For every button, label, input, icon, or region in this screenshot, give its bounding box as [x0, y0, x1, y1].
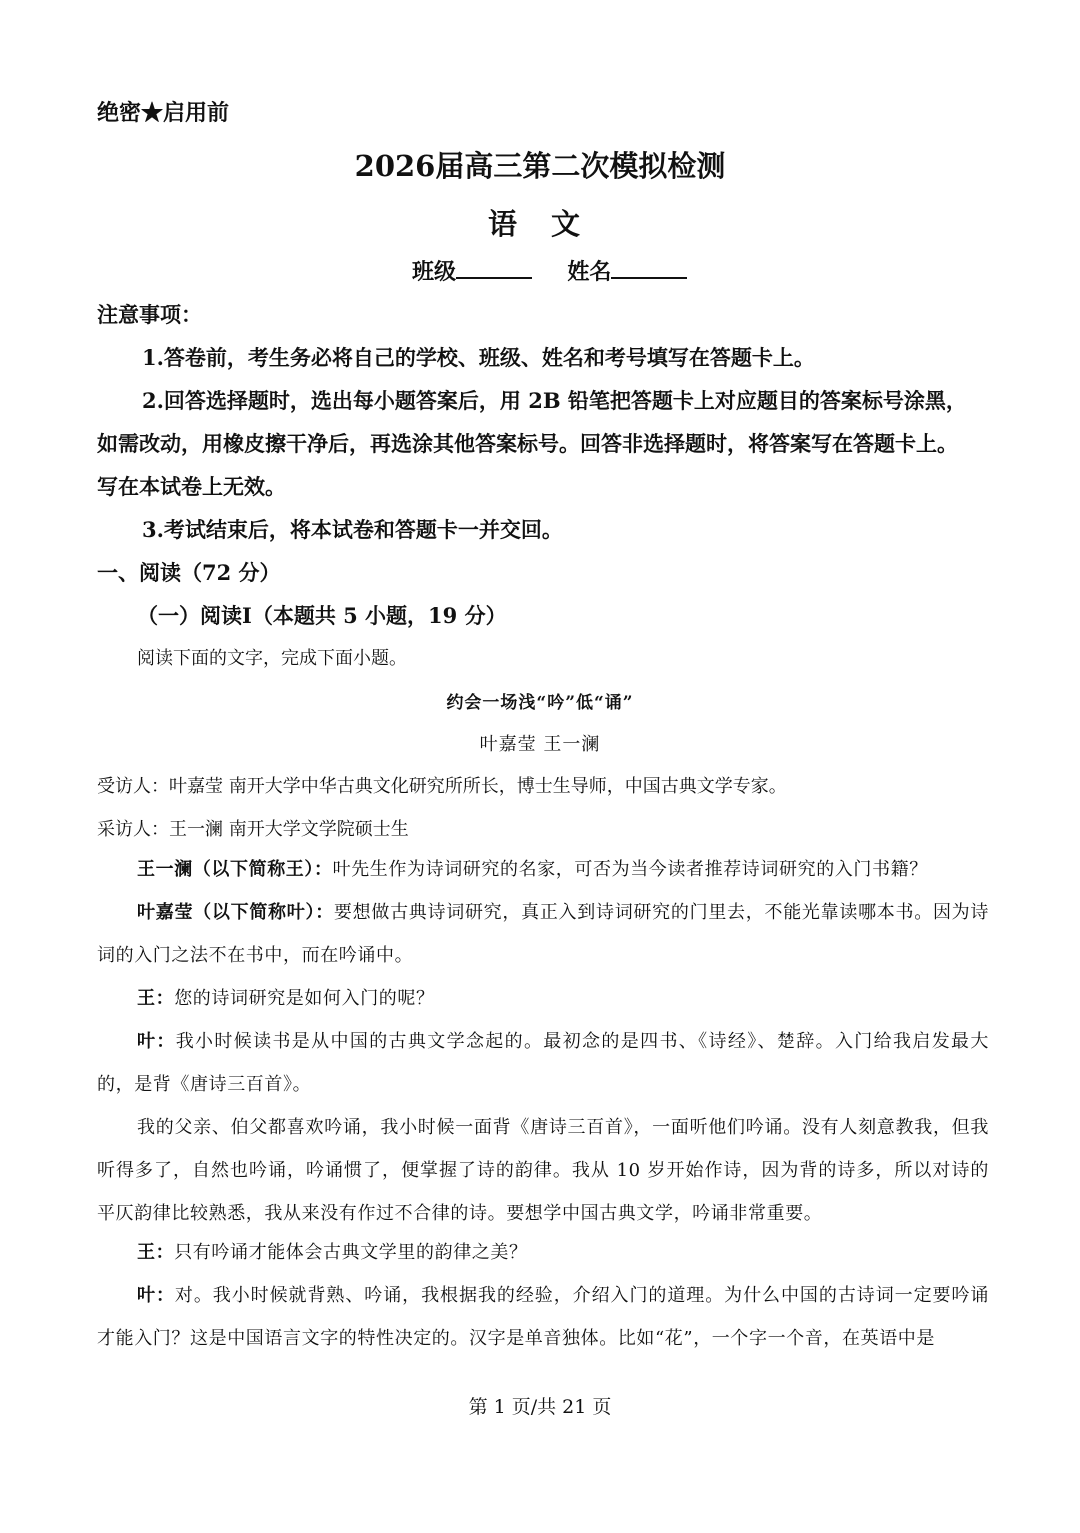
article-paragraph — [97, 977, 989, 1020]
name-label: 姓名 — [567, 259, 612, 285]
subject-title: 语 文 — [487, 207, 593, 241]
article-paragraph — [97, 1231, 989, 1274]
page-number: 第 1 页/共 21 页 — [468, 1396, 612, 1418]
speaker-label: 叶： — [137, 1285, 175, 1306]
interviewee-line: 受访人：叶嘉莹 南开大学中华古典文化研究所所长，博士生导师，中国古典文学专家。 — [97, 776, 787, 797]
class-label: 班级 — [412, 259, 457, 285]
speaker-label: 王一澜（以下简称王）： — [137, 859, 333, 880]
notice-heading: 注意事项： — [97, 302, 202, 327]
notice-item-1: 1.答卷前，考生务必将自己的学校、班级、姓名和考号填写在答题卡上。 — [142, 345, 815, 370]
notice-item-2-line-3: 写在本试卷上无效。 — [97, 474, 286, 499]
speaker-label: 王： — [137, 1242, 175, 1263]
speaker-label: 叶： — [137, 1031, 176, 1052]
section-instruction: 阅读下面的文字，完成下面小题。 — [137, 648, 407, 669]
speaker-label: 叶嘉莹（以下简称叶）： — [137, 902, 334, 923]
article-paragraph — [97, 848, 989, 891]
speaker-label: 王： — [137, 988, 175, 1009]
notice-item-2-line-1: 2.回答选择题时，选出每小题答案后，用 2B 铅笔把答题卡上对应题目的答案标号涂黑， — [142, 388, 967, 413]
section-heading: 一、阅读（72 分） — [97, 560, 281, 585]
article-paragraph — [97, 1274, 989, 1360]
paragraph-text: 只有吟诵才能体会古典文学里的韵律之美？ — [174, 1242, 528, 1263]
section-subheading: （一）阅读Ⅰ（本题共 5 小题，19 分） — [137, 603, 507, 628]
article-title: 约会一场浅“吟”低“诵” — [446, 693, 634, 713]
paragraph-text: 您的诗词研究是如何入门的呢？ — [174, 988, 435, 1009]
paragraph-text: 要想做古典诗词研究，真正入到诗词研究的门里去，不能光靠读哪本书。因为诗词的入门之法不在书中，而在吟诵中。 — [97, 902, 989, 966]
article-authors: 叶嘉莹 王一澜 — [479, 734, 601, 755]
article-paragraph — [97, 1106, 989, 1235]
article-paragraph — [97, 891, 989, 977]
notice-item-3: 3.考试结束后，将本试卷和答题卡一并交回。 — [142, 517, 563, 542]
secret-mark: 绝密★启用前 — [97, 100, 230, 126]
class-blank — [456, 257, 532, 279]
paragraph-text: 我小时候读书是从中国的古典文学念起的。最初念的是四书、《诗经》、楚辞。入门给我启发最大的，是背《唐诗三百首》。 — [97, 1031, 989, 1095]
name-blank — [611, 257, 687, 279]
exam-title: 2026届高三第二次模拟检测 — [354, 149, 726, 183]
interviewer-line: 采访人：王一澜 南开大学文学院硕士生 — [97, 819, 409, 840]
article-paragraph — [97, 1020, 989, 1106]
paragraph-text: 我的父亲、伯父都喜欢吟诵，我小时候一面背《唐诗三百首》，一面听他们吟诵。没有人刻意教我，但我听得多了，自然也吟诵，吟诵惯了，便掌握了诗的韵律。我从 10 岁开始作诗，因为背的诗多，所以对诗的平仄韵律比较熟悉，我从来没有作过不合律的诗。要想学中国古典文学，吟诵非常重要。 — [97, 1117, 989, 1224]
paragraph-text: 对。我小时候就背熟、吟诵，我根据我的经验，介绍入门的道理。为什么中国的古诗词一定要吟诵才能入门？这是中国语言文字的特性决定的。汉字是单音独体。比如“花”，一个字一个音，在英语中是 — [97, 1285, 990, 1349]
paragraph-text: 叶先生作为诗词研究的名家，可否为当今读者推荐诗词研究的入门书籍？ — [332, 859, 928, 880]
class-name-line — [412, 255, 687, 286]
notice-item-2-line-2: 如需改动，用橡皮擦干净后，再选涂其他答案标号。回答非选择题时，将答案写在答题卡上。 — [97, 431, 958, 456]
